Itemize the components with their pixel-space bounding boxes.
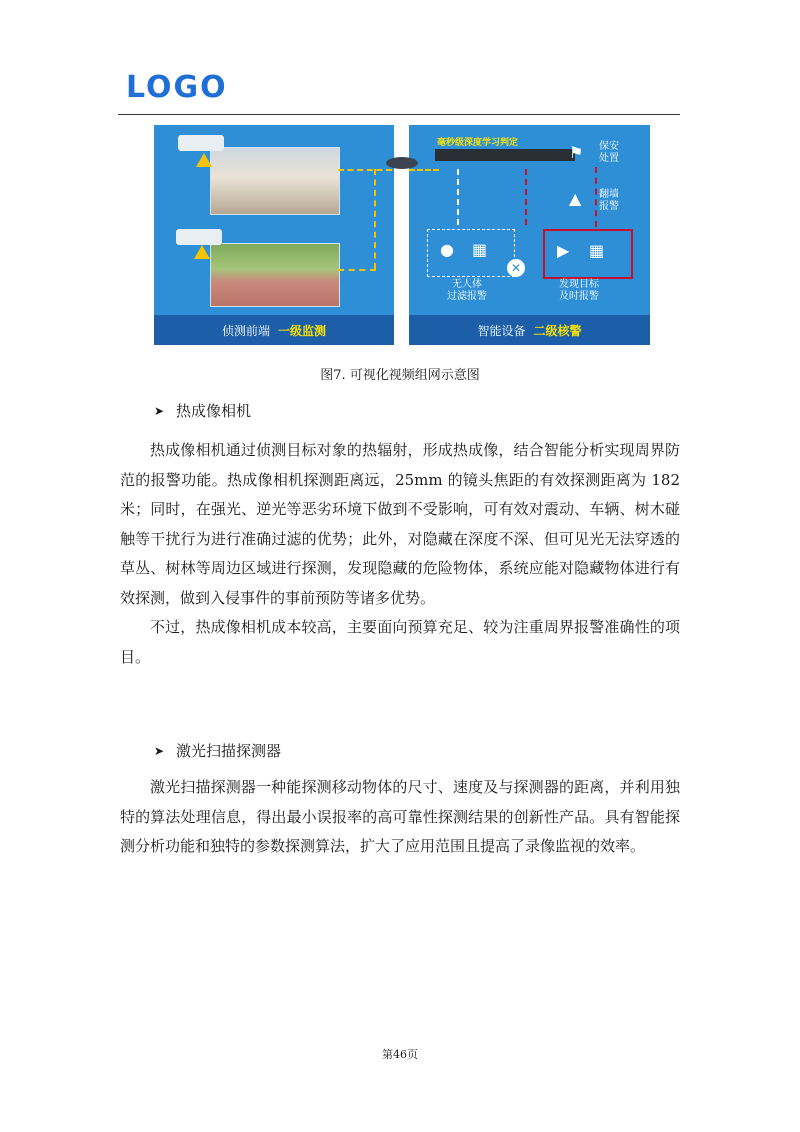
section-heading-text: 热成像相机: [176, 402, 252, 420]
brick-wall-icon: ▦: [472, 240, 488, 259]
section-body: [120, 436, 680, 672]
warning-icon: [194, 245, 210, 259]
arrow-bullet-icon: ➤: [154, 743, 165, 758]
link-line: [525, 169, 527, 225]
nvr-device-icon: [435, 149, 575, 161]
label-no-human: 无人体 过滤报警: [447, 279, 487, 302]
section-heading-text: 激光扫描探测器: [176, 742, 282, 760]
link-line: [338, 269, 376, 271]
photo-cat-on-wall: [210, 243, 340, 307]
label-wall-alarm: 翻墙 报警: [599, 189, 619, 212]
brick-wall-icon: ▦: [589, 241, 605, 260]
right-bar-text: 智能设备: [477, 323, 526, 338]
alarm-light-icon: ▲: [569, 189, 582, 208]
paragraph: 不过，热成像相机成本较高，主要面向预算充足、较为注重周界报警准确性的项目。: [120, 618, 680, 666]
camera-icon: [176, 229, 222, 245]
link-line: [338, 169, 392, 171]
figure-caption: 图7. 可视化视频组网示意图: [320, 368, 480, 383]
arrow-bullet-icon: ➤: [154, 403, 165, 418]
link-line: [409, 169, 439, 171]
paragraph: 热成像相机通过侦测目标对象的热辐射，形成热成像，结合智能分析实现周界防范的报警功能。热成像相机探测距离远，25mm 的镜头焦距的有效探测距离为 182 米；同时，在强光、逆光等恶劣环境下做到不受影响，可有效对震动、车辆、树木碰触等干扰行为进行准确过滤的优势；此外，对隐藏在深度不深、但可见光无法穿透的草丛、树林等周边区域进行探测，发现隐藏的危险物体，系统应能对隐藏物体进行有效探测，做到入侵事件的事前预防等诸多优势。: [120, 441, 680, 607]
link-line: [457, 169, 459, 225]
right-bar: [409, 315, 650, 345]
figure-left-panel: [154, 125, 394, 345]
section-heading: [154, 740, 281, 761]
left-bar-highlight: 一级监测: [278, 323, 327, 338]
device-label: 毫秒级深度学习判定: [437, 138, 519, 148]
running-person-icon: ▶: [557, 241, 570, 260]
left-bar: [154, 315, 394, 345]
target-box: [543, 229, 633, 279]
router-icon: [386, 157, 418, 169]
network-figure: [154, 125, 650, 345]
figure-right-panel: [409, 125, 650, 345]
filter-box: [427, 229, 515, 277]
close-icon: ✕: [507, 259, 525, 277]
left-bar-text: 侦测前端: [221, 323, 270, 338]
paragraph: 激光扫描探测器一种能探测移动物体的尺寸、速度及与探测器的距离，并利用独特的算法处理信息，得出最小误报率的高可靠性探测结果的创新性产品。具有智能探测分析功能和独特的参数探测算法，扩大了应用范围且提高了录像监视的效率。: [120, 778, 680, 855]
warning-icon: [196, 153, 212, 167]
guard-icon: ⚑: [569, 143, 584, 162]
section-heading: [154, 400, 251, 421]
label-security: 保安 处置: [599, 141, 619, 164]
section-body: [120, 773, 680, 862]
page-number: 第46页: [382, 1048, 418, 1061]
logo: LOGO: [126, 70, 228, 105]
header-rule: [118, 114, 680, 115]
right-bar-highlight: 二级核警: [533, 323, 582, 338]
dog-icon: ●: [440, 240, 454, 259]
link-line: [374, 169, 376, 269]
label-target: 发现目标 及时报警: [559, 279, 599, 302]
photo-wall-climb: [210, 147, 340, 215]
link-line: [595, 167, 597, 227]
camera-icon: [178, 135, 224, 151]
